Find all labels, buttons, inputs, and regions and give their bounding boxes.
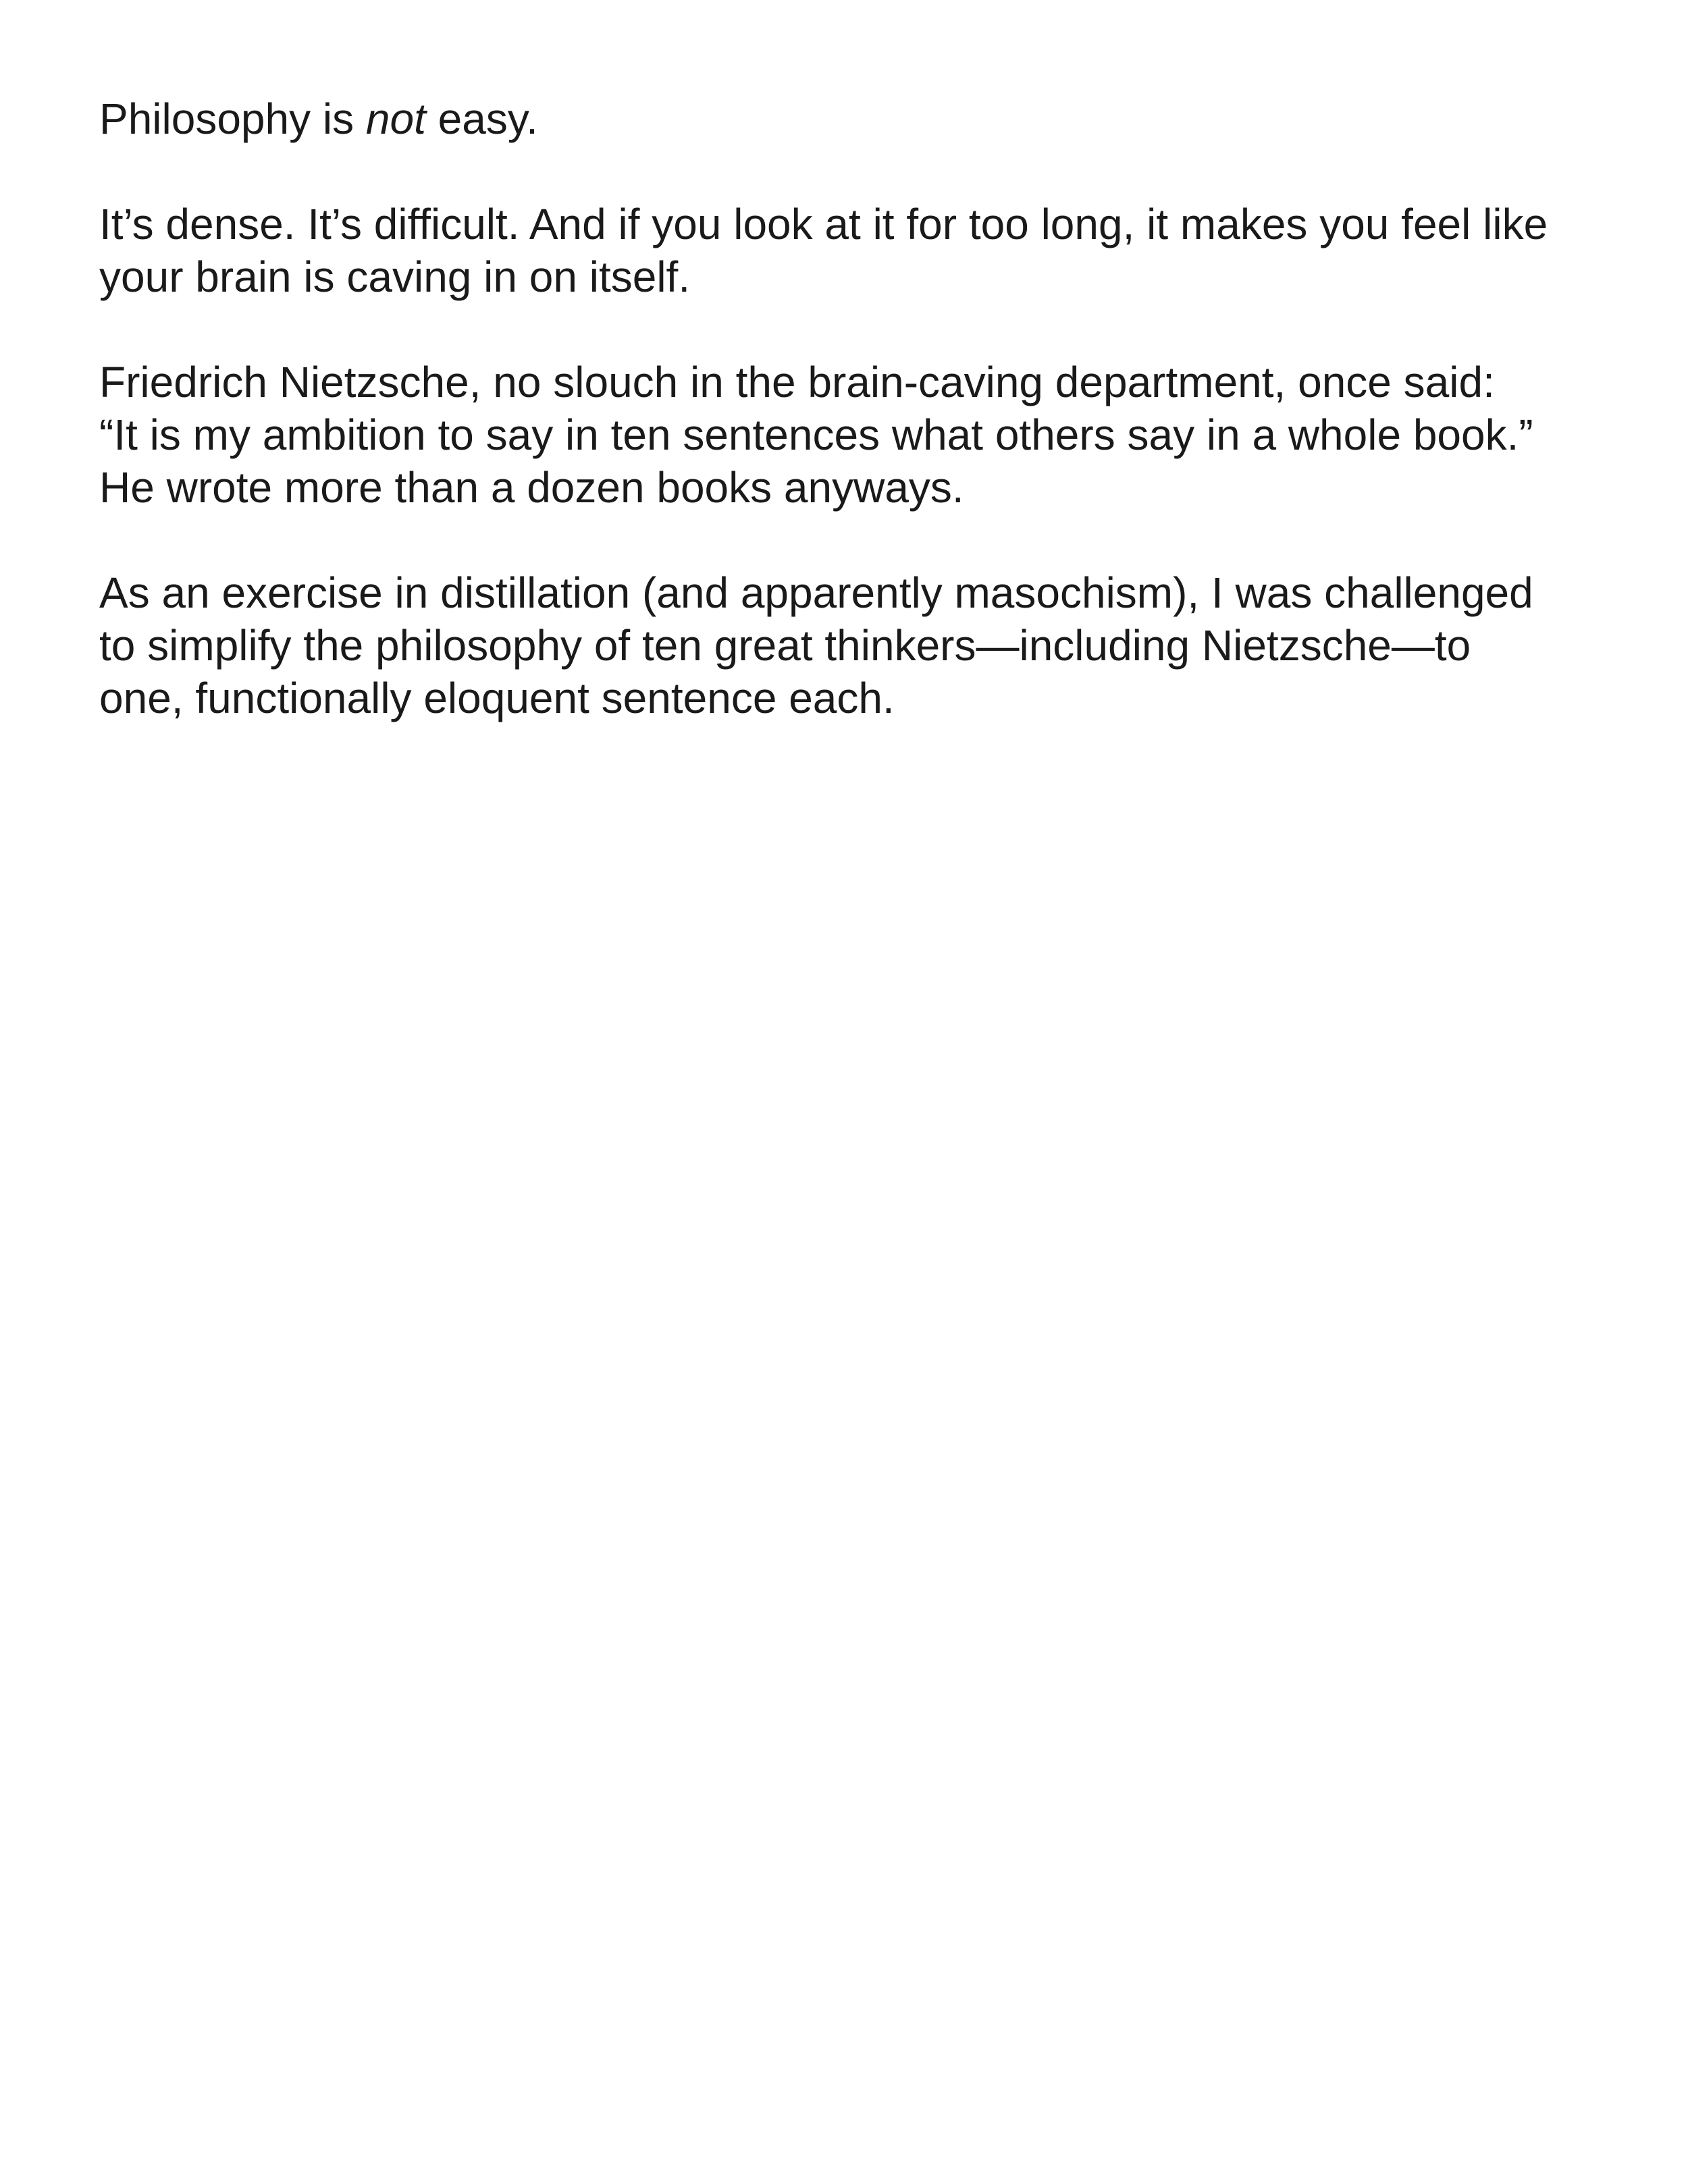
paragraph-exercise [99, 566, 1625, 724]
intro-text-after: easy. [425, 95, 538, 143]
paragraph-line: As an exercise in distillation (and apparently masochism), I was challenged [99, 568, 1533, 617]
paragraph-line: one, functionally eloquent sentence each. [99, 674, 895, 722]
paragraph-line: your brain is caving in on itself. [99, 252, 691, 301]
paragraph-intro [99, 92, 1625, 145]
paragraph-line: Friedrich Nietzsche, no slouch in the brain-caving department, once said: [99, 358, 1495, 406]
paragraph-nietzsche [99, 356, 1625, 514]
paragraph-dense [99, 198, 1625, 303]
paragraph-line: “It is my ambition to say in ten sentences what others say in a whole book.” [99, 410, 1533, 459]
paragraph-line: It’s dense. It’s difficult. And if you look at it for too long, it makes you feel like [99, 200, 1548, 248]
paragraph-line: to simplify the philosophy of ten great thinkers—including Nietzsche—to [99, 621, 1471, 670]
body-text [99, 92, 1625, 777]
intro-text-before: Philosophy is [99, 95, 366, 143]
paragraph-line: He wrote more than a dozen books anyways. [99, 463, 964, 512]
intro-emphasis: not [365, 95, 426, 143]
